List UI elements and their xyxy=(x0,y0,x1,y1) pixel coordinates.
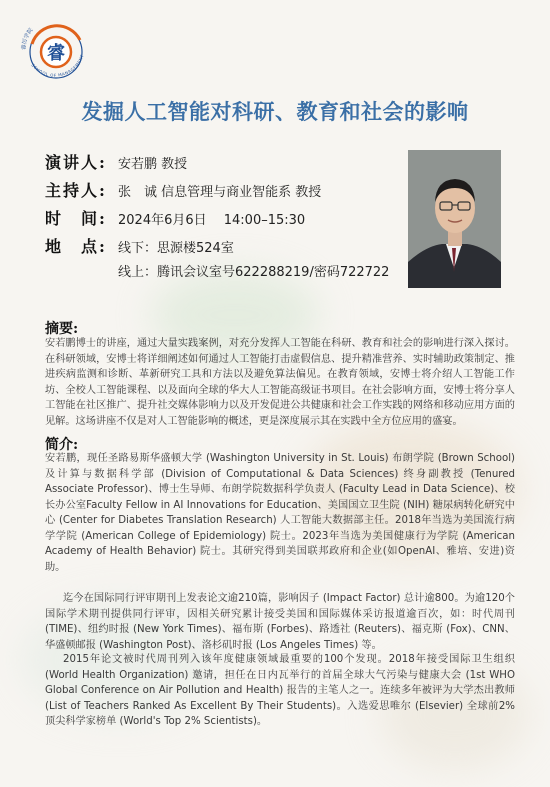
place-offline: 线下：思源楼524室 xyxy=(118,241,234,256)
abstract-heading: 摘要: xyxy=(45,321,79,337)
logo-glyph: 睿 xyxy=(47,43,65,64)
speaker-value: 安若鹏 教授 xyxy=(118,157,188,172)
host-value: 张 诚 信息管理与商业智能系 教授 xyxy=(118,185,322,200)
school-logo xyxy=(16,14,98,82)
bio-paragraph: 迄今在国际同行评审期刊上发表论文逾210篇，影响因子 (Impact Factor) 总计逾800。为逾120个国际学术期刊提供同行评审，因相关研究累计接受美国和国际媒体采访报道逾百次，如：时代周刊 (TIME)、纽约时报 (New York Times)、福布斯 (Forbes)、路透社 (Reuters)、福克斯 (Fox)、CNN、华盛顿邮报 (Washington Post)、洛杉矶时报 (Los Angeles Times) 等。 xyxy=(45,593,515,651)
svg-text:睿厉学院 xyxy=(19,26,34,50)
host-label: 主持人: xyxy=(45,181,107,200)
time-label: 时 间: xyxy=(45,209,107,228)
bio-heading: 简介: xyxy=(45,437,79,453)
logo-name-en: SCHOOL OF MANAGEMENT xyxy=(30,53,85,78)
speaker-photo xyxy=(408,150,501,288)
place-online: 线上：腾讯会议室号622288219/密码722722 xyxy=(118,265,390,280)
abstract-text: 安若鹏博士的讲座，通过大量实践案例，对充分发挥人工智能在科研、教育和社会的影响进行深入探讨。在科研领域，安博士将详细阐述如何通过人工智能打击虚假信息、提升精准营养、实时辅助政策制定、推进疾病监测和诊断、革新研究工具和方法以及避免算法偏见。在教育领域，安博士将介绍人工智能工作坊、全校人工智能课程、以及面向全球的华大人工智能高级证书项目。在社会影响方面，安博士将分享人工智能在社区推广、提升社交媒体影响力以及开发促进公共健康和社会工作实践的网络和移动应用方面的见解。这场讲座不仅是对人工智能影响的概述，更是深度展示其在实践中全方位应用的盛宴。 xyxy=(45,338,515,427)
logo-name-cn: 睿厉学院 xyxy=(21,27,35,51)
time-value: 2024年6月6日 14:00–15:30 xyxy=(118,213,306,228)
speaker-label: 演讲人: xyxy=(45,153,107,172)
place-label: 地 点: xyxy=(45,237,107,256)
bio-paragraph: 安若鹏，现任圣路易斯华盛顿大学 (Washington University in St. Louis) 布朗学院 (Brown School) 及计算与数据科学部 (Division of Computational & Data Sciences) 终身副教授 (Tenured Associate Professor)、博士生导师、布朗学院数据科学负责人 (Faculty Lead in Data Science)、校长办公室Faculty Fellow in AI Innovations for Education、美国国立卫生院 (NIH) 糖尿病转化研究中心 (Center for Diabetes Translation Research) 人工智能大数据部主任。2018年当选为美国流行病学学院 (American College of Epidemiology) 院士。2023年当选为美国健康行为学院 (American Academy of Health Behavior) 院士。其研究得到美国联邦政府和企业(如OpenAI、雅培、安进)资助。 xyxy=(45,453,515,573)
bio-paragraph: 2015年论文被时代周刊列入该年度健康领域最重要的100个发现。2018年接受国际卫生组织 (World Health Organization) 邀请，担任在日内瓦举行的首届全球大气污染与健康大会 (1st WHO Global Conference on Air Pollution and Health) 报告的主笔人之一。连续多年被评为大学杰出教师 (List of Teachers Ranked As Excellent By Their Students)。入选爱思唯尔 (Elsevier) 全球前2%顶尖科学家榜单 (World's Top 2% Scientists)。 xyxy=(45,654,515,727)
page-title: 发掘人工智能对科研、教育和社会的影响 xyxy=(81,100,469,124)
